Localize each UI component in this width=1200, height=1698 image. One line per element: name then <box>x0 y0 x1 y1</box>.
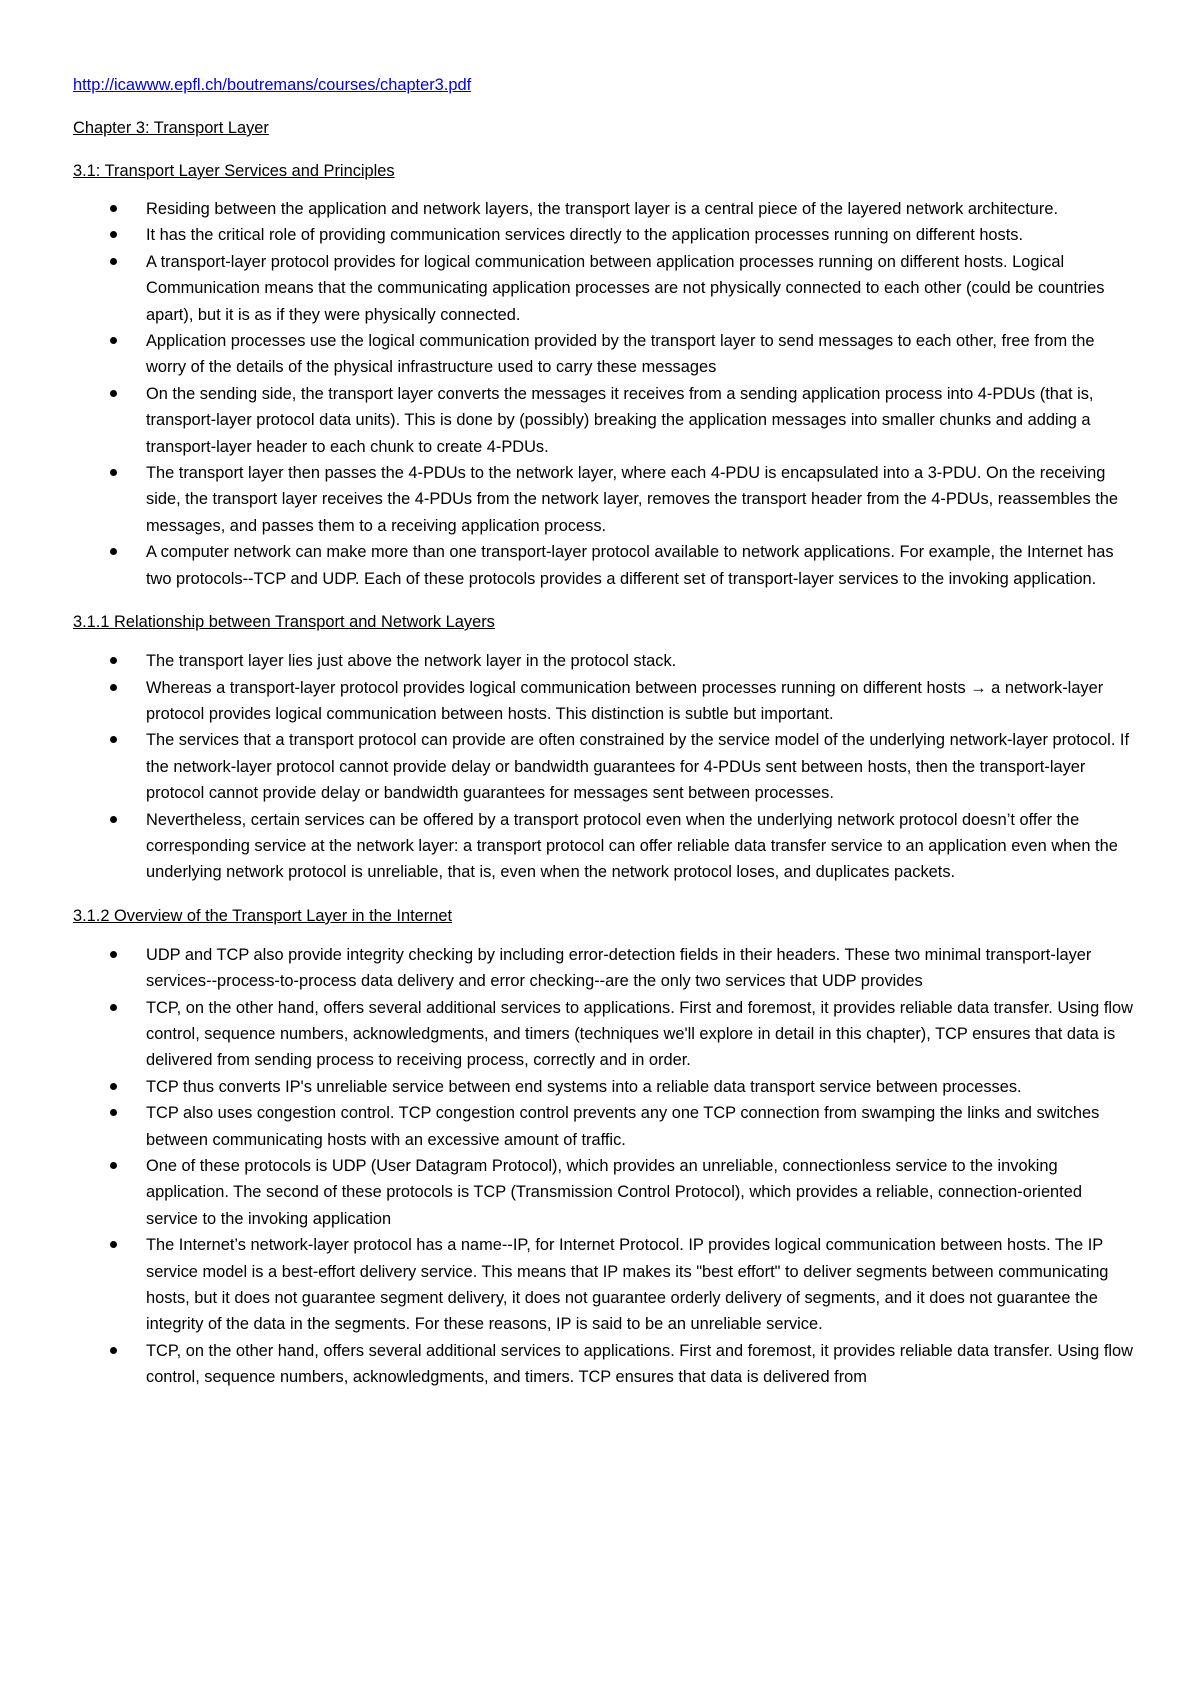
section-3-1-1 <box>73 609 1133 886</box>
list-item-text: Residing between the application and network layers, the transport layer is a central piece of the layered network architecture. <box>146 200 1059 218</box>
list-item <box>73 942 1133 995</box>
source-url-link[interactable]: http://icawww.epfl.ch/boutremans/courses/chapter3.pdf <box>73 76 472 94</box>
list-item-text: A transport-layer protocol provides for logical communication between application processes running on different hosts. Logical Communication means that the communicating application processes are not physically connected to each other (could be countries apart), but it is as if they were physically connected. <box>146 252 1105 324</box>
list-item <box>73 648 1133 674</box>
section-heading: 3.1: Transport Layer Services and Principles <box>73 162 395 180</box>
list-item <box>73 1074 1133 1100</box>
bullet-icon <box>110 469 117 476</box>
list-item <box>73 381 1133 460</box>
section-heading: 3.1.2 Overview of the Transport Layer in the Internet <box>73 906 453 925</box>
bullet-list <box>73 648 1133 886</box>
section-3-1 <box>73 158 1133 592</box>
list-item-text: One of these protocols is UDP (User Datagram Protocol), which provides an unreliable, connectionless service to the invoking application. The second of these protocols is TCP (Transmission Control Protocol), which provides a reliable, connection-oriented service to the invoking application <box>146 1157 1082 1228</box>
bullet-icon <box>110 684 117 691</box>
bullet-icon <box>110 1347 117 1354</box>
list-item-text: TCP, on the other hand, offers several additional services to applications. First and foremost, it provides reliable data transfer. Using flow control, sequence numbers, acknowledgments, and timers. TCP ensures that data is delivered from <box>146 1341 1133 1387</box>
bullet-icon <box>110 951 117 958</box>
section-3-1-2 <box>73 903 1133 1391</box>
list-item-text: UDP and TCP also provide integrity checking by including error-detection fields in their headers. These two minimal transport-layer services--process-to-process data delivery and error checking--are the only two services that UDP provides <box>146 945 1092 991</box>
bullet-icon <box>110 1109 117 1116</box>
list-item <box>73 675 1133 728</box>
list-item <box>73 807 1133 886</box>
list-item <box>73 727 1133 806</box>
list-item-text: The services that a transport protocol can provide are often constrained by the service model of the underlying network-layer protocol. If the network-layer protocol cannot provide delay or bandwidth guarantees for 4-PDUs sent between hosts, then the transport-layer protocol cannot provide delay or bandwidth guarantees for messages sent between processes. <box>146 731 1130 803</box>
list-item-text: The transport layer then passes the 4-PDUs to the network layer, where each 4-PDU is encapsulated into a 3-PDU. On the receiving side, the transport layer receives the 4-PDUs from the network layer, removes the transport header from the 4-PDUs, reassembles the messages, and passes them to a receiving application process. <box>146 464 1119 535</box>
list-item <box>73 222 1133 248</box>
bullet-icon <box>110 1241 117 1248</box>
list-item-text: TCP also uses congestion control. TCP congestion control prevents any one TCP connection from swamping the links and switches between communicating hosts with an excessive amount of traffic. <box>146 1104 1100 1149</box>
list-item <box>73 328 1133 381</box>
bullet-list <box>73 942 1133 1391</box>
list-item-text: The transport layer lies just above the network layer in the protocol stack. <box>146 652 677 671</box>
list-item-text: The Internet’s network-layer protocol has a name--IP, for Internet Protocol. IP provides logical communication between hosts. The IP service model is a best-effort delivery service. This means that IP makes its "best effort" to deliver segments between communicating hosts, but it does not guarantee segment delivery, it does not guarantee orderly delivery of segments, and it does not guarantee the integrity of the data in the segments. For these reasons, IP is said to be an unreliable service. <box>146 1236 1109 1334</box>
section-heading: 3.1.1 Relationship between Transport and Network Layers <box>73 613 495 632</box>
list-item-text: Application processes use the logical communication provided by the transport layer to send messages to each other, free from the worry of the details of the physical infrastructure used to carry these messages <box>146 332 1095 377</box>
bullet-icon <box>110 205 117 212</box>
list-item <box>73 249 1133 328</box>
list-item <box>73 460 1133 539</box>
list-item <box>73 1232 1133 1338</box>
bullet-list <box>73 196 1133 592</box>
list-item-text: Nevertheless, certain services can be offered by a transport protocol even when the underlying network protocol doesn’t offer the corresponding service at the network layer: a transport protocol can offer reliable data transfer service to an application even when the underlying network protocol is unreliable, that is, even when the network protocol loses, and duplicates packets. <box>146 810 1118 882</box>
list-item <box>73 995 1133 1074</box>
list-item-text: A computer network can make more than one transport-layer protocol available to network applications. For example, the Internet has two protocols--TCP and UDP. Each of these protocols provides a different set of transport-layer services to the invoking application. <box>146 543 1114 588</box>
bullet-icon <box>110 337 117 344</box>
list-item-text: Whereas a transport-layer protocol provides logical communication between processes running on different hosts → a network-layer protocol provides logical communication between hosts. This distinction is subtle but important. <box>146 678 1104 723</box>
bullet-icon <box>110 736 117 743</box>
bullet-icon <box>110 1004 117 1011</box>
bullet-icon <box>110 657 117 664</box>
list-item <box>73 1100 1133 1153</box>
bullet-icon <box>110 548 117 555</box>
list-item-text: TCP, on the other hand, offers several additional services to applications. First and foremost, it provides reliable data transfer. Using flow control, sequence numbers, acknowledgments, and timers (techniques we'll explore in detail in this chapter), TCP ensures that data is delivered from sending process to receiving process, correctly and in order. <box>146 998 1133 1070</box>
list-item <box>73 1153 1133 1232</box>
chapter-title: Chapter 3: Transport Layer <box>73 119 269 137</box>
bullet-icon <box>110 1162 117 1169</box>
list-item-text: TCP thus converts IP's unreliable service between end systems into a reliable data transport service between processes. <box>146 1077 1022 1096</box>
list-item-text: It has the critical role of providing communication services directly to the application processes running on different hosts. <box>146 226 1024 245</box>
bullet-icon <box>110 258 117 265</box>
bullet-icon <box>110 816 117 823</box>
list-item <box>73 539 1133 592</box>
bullet-icon <box>110 231 117 238</box>
list-item <box>73 196 1133 222</box>
list-item <box>73 1338 1133 1391</box>
list-item-text: On the sending side, the transport layer converts the messages it receives from a sending application process into 4-PDUs (that is, transport-layer protocol data units). This is done by (possibly) breaking the application messages into smaller chunks and adding a transport-layer header to each chunk to create 4-PDUs. <box>146 384 1094 456</box>
bullet-icon <box>110 390 117 397</box>
document-content <box>73 72 1133 1391</box>
bullet-icon <box>110 1083 117 1090</box>
